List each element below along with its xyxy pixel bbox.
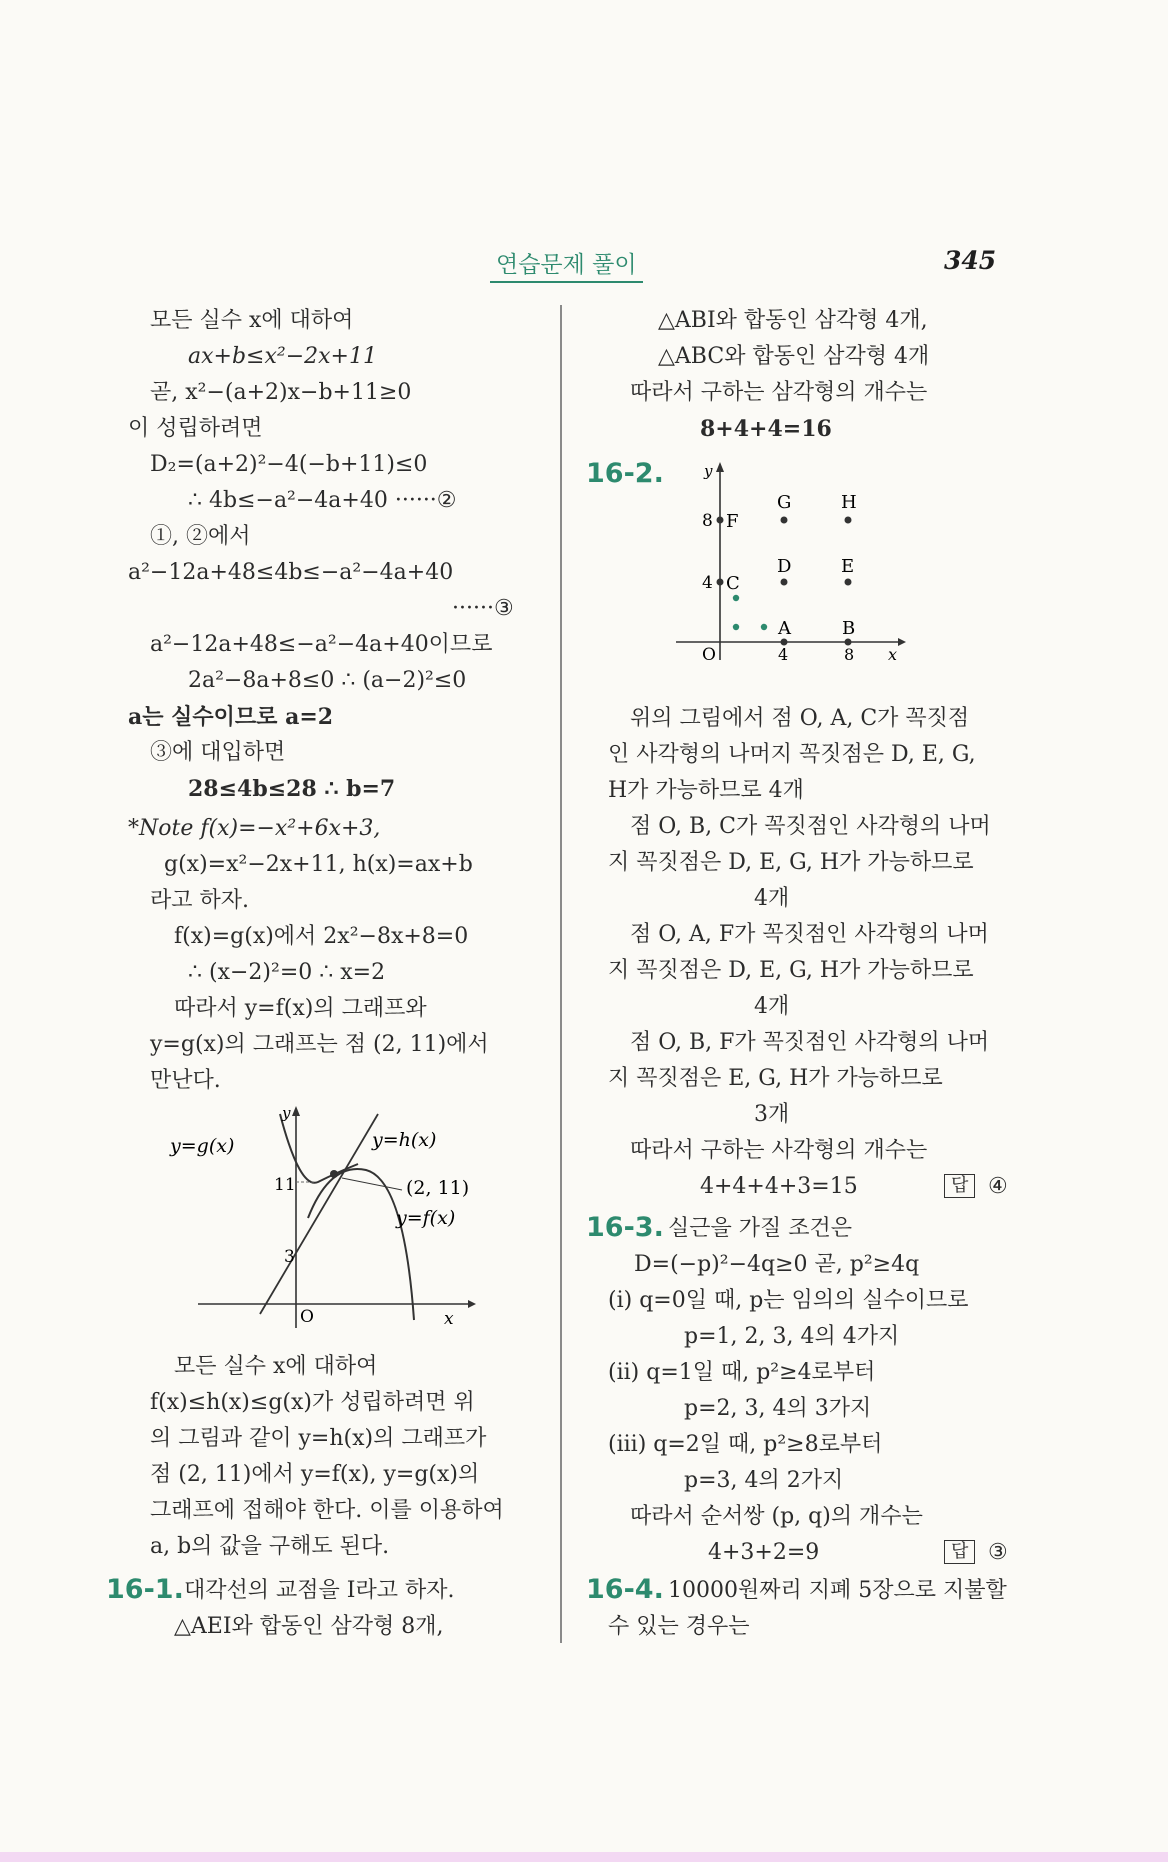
text-line: 지 꼭짓점은 D, E, G, H가 가능하므로: [608, 958, 974, 983]
text-line: 따라서 y=f(x)의 그래프와: [174, 996, 427, 1021]
text-line: (i) q=0일 때, p는 임의의 실수이므로: [608, 1288, 969, 1313]
text-line: 모든 실수 x에 대하여: [174, 1354, 378, 1379]
label-E: E: [841, 556, 855, 577]
answer-value: ④: [988, 1174, 1008, 1199]
text-line: 대각선의 교점을 I라고 하자.: [184, 1578, 455, 1603]
point-D: [781, 579, 788, 586]
text-line: 4개: [754, 886, 790, 911]
text-line: 인 사각형의 나머지 꼭짓점은 D, E, G,: [608, 742, 976, 767]
text-line: △AEI와 합동인 삼각형 8개,: [174, 1614, 444, 1639]
text-line: 이 성립하려면: [128, 416, 263, 441]
text-line: 라고 하자.: [150, 888, 249, 913]
x-axis-arrow: [898, 638, 906, 646]
text-line: 점 O, B, F가 꼭짓점인 사각형의 나머: [630, 1030, 990, 1055]
leader-line: [342, 1178, 402, 1190]
text-line: ①, ②에서: [150, 524, 251, 549]
point-F: [717, 517, 724, 524]
point-A: [781, 639, 788, 646]
label-C: C: [726, 573, 740, 594]
y-axis-arrow: [292, 1106, 300, 1116]
math-line: 곧, x²−(a+2)x−b+11≥0: [150, 380, 412, 405]
graph-f: [308, 1169, 414, 1320]
tick-y8: 8: [702, 511, 713, 531]
text-line: 따라서 구하는 삼각형의 개수는: [630, 380, 928, 405]
page-number: 345: [944, 246, 997, 275]
text-line: 지 꼭짓점은 D, E, G, H가 가능하므로: [608, 850, 974, 875]
marker-dot: [733, 595, 739, 601]
running-header: 연습문제 풀이: [490, 246, 643, 283]
text-line: p=1, 2, 3, 4의 4가지: [684, 1324, 900, 1349]
text-line: 위의 그림에서 점 O, A, C가 꼭짓점: [630, 706, 970, 731]
text-line: f(x)≤h(x)≤g(x)가 성립하려면 위: [150, 1390, 475, 1415]
text-line: p=3, 4의 2가지: [684, 1468, 844, 1493]
math-line: 8+4+4=16: [700, 416, 832, 442]
text-line: 수 있는 경우는: [608, 1614, 750, 1639]
text-line: 점 O, B, C가 꼭짓점인 사각형의 나머: [630, 814, 991, 839]
section-number-16-3: 16-3.: [586, 1212, 664, 1243]
label-F: F: [726, 511, 739, 532]
text-line: △ABI와 합동인 삼각형 4개,: [658, 308, 928, 333]
tangent-point: [330, 1170, 338, 1178]
math-line: 28≤4b≤28 ∴ b=7: [188, 776, 396, 802]
text-line: 따라서 구하는 사각형의 개수는: [630, 1138, 928, 1163]
text-line: p=2, 3, 4의 3가지: [684, 1396, 872, 1421]
text-line: 그래프에 접해야 한다. 이를 이용하여: [150, 1498, 504, 1523]
math-line: D₂=(a+2)²−4(−b+11)≤0: [150, 452, 428, 477]
point-G: [781, 517, 788, 524]
label-D: D: [777, 556, 792, 577]
section-number-16-2: 16-2.: [586, 458, 664, 489]
point-E: [845, 579, 852, 586]
origin-label: O: [702, 645, 716, 665]
marker-dot: [761, 624, 767, 630]
math-line: a는 실수이므로 a=2: [128, 704, 334, 730]
math-line: a²−12a+48≤−a²−4a+40이므로: [150, 632, 493, 657]
text-line: 점 O, A, F가 꼭짓점인 사각형의 나머: [630, 922, 989, 947]
label-g: y=g(x): [170, 1135, 235, 1157]
column-divider: [560, 305, 562, 1643]
x-label: x: [444, 1309, 454, 1329]
math-line: a²−12a+48≤4b≤−a²−4a+40: [128, 560, 454, 585]
text-line: ③에 대입하면: [150, 740, 286, 765]
x-label: x: [888, 645, 898, 664]
marker-dot: [733, 624, 739, 630]
tick-y4: 4: [702, 573, 713, 593]
text-line: y=g(x)의 그래프는 점 (2, 11)에서: [150, 1032, 489, 1057]
math-line: ax+b≤x²−2x+11: [188, 344, 377, 369]
answer-box: [944, 1540, 975, 1564]
tick-x8: 8: [844, 645, 855, 664]
lattice-graph: [676, 460, 916, 670]
y-axis-arrow: [716, 462, 724, 472]
text-line: 의 그림과 같이 y=h(x)의 그래프가: [150, 1426, 487, 1451]
x-axis-arrow: [468, 1300, 476, 1308]
origin-label: O: [300, 1307, 314, 1327]
text-line: 따라서 순서쌍 (p, q)의 개수는: [630, 1504, 923, 1529]
text-line: H가 가능하므로 4개: [608, 778, 804, 803]
text-line: (iii) q=2일 때, p²≥8로부터: [608, 1432, 883, 1457]
graph-g: [280, 1114, 358, 1183]
point-C: [717, 579, 724, 586]
text-line: 지 꼭짓점은 E, G, H가 가능하므로: [608, 1066, 943, 1091]
point-B: [845, 639, 852, 646]
text-line: a, b의 값을 구해도 된다.: [150, 1534, 390, 1559]
text-line: 10000원짜리 지폐 5장으로 지불할: [668, 1578, 1007, 1603]
note-line: *Note f(x)=−x²+6x+3,: [128, 816, 381, 841]
y-label: y: [282, 1104, 291, 1122]
text-line: △ABC와 합동인 삼각형 4개: [658, 344, 930, 369]
label-h: y=h(x): [372, 1129, 437, 1151]
answer-value: ③: [988, 1540, 1008, 1565]
label-G: G: [777, 492, 792, 513]
answer-box: [944, 1174, 975, 1198]
label-B: B: [842, 618, 856, 639]
scan-edge: [0, 1852, 1168, 1862]
text-line: 만난다.: [150, 1068, 221, 1093]
math-line: ······③: [452, 596, 514, 621]
math-line: D=(−p)²−4q≥0 곧, p²≥4q: [634, 1252, 920, 1277]
tick-x4: 4: [778, 645, 789, 664]
function-graph: [170, 1100, 480, 1330]
math-line: 2a²−8a+8≤0 ∴ (a−2)²≤0: [188, 668, 467, 693]
math-line: 4+4+4+3=15: [700, 1174, 858, 1199]
text-line: (ii) q=1일 때, p²≥4로부터: [608, 1360, 876, 1385]
label-H: H: [841, 492, 857, 513]
section-number-16-1: 16-1.: [106, 1574, 184, 1605]
math-line: g(x)=x²−2x+11, h(x)=ax+b: [164, 852, 473, 877]
text-line: 모든 실수 x에 대하여: [150, 308, 354, 333]
math-line: ∴ 4b≤−a²−4a+40 ······②: [188, 488, 457, 513]
y-label: y: [704, 462, 713, 480]
text-line: 3개: [754, 1102, 790, 1127]
math-line: ∴ (x−2)²=0 ∴ x=2: [188, 960, 386, 985]
tick-11: 11: [274, 1175, 296, 1195]
math-line: 4+3+2=9: [708, 1540, 820, 1565]
text-line: 점 (2, 11)에서 y=f(x), y=g(x)의: [150, 1462, 480, 1487]
label-A: A: [778, 618, 791, 639]
answer-label: 답: [951, 1541, 969, 1562]
label-point: (2, 11): [406, 1177, 470, 1199]
point-H: [845, 517, 852, 524]
tick-3: 3: [284, 1247, 295, 1267]
math-line: f(x)=g(x)에서 2x²−8x+8=0: [174, 924, 469, 949]
label-f: y=f(x): [396, 1207, 456, 1229]
text-line: 4개: [754, 994, 790, 1019]
text-line: 실근을 가질 조건은: [668, 1216, 853, 1241]
graph-h: [260, 1114, 378, 1314]
section-number-16-4: 16-4.: [586, 1574, 664, 1605]
answer-label: 답: [951, 1175, 969, 1196]
